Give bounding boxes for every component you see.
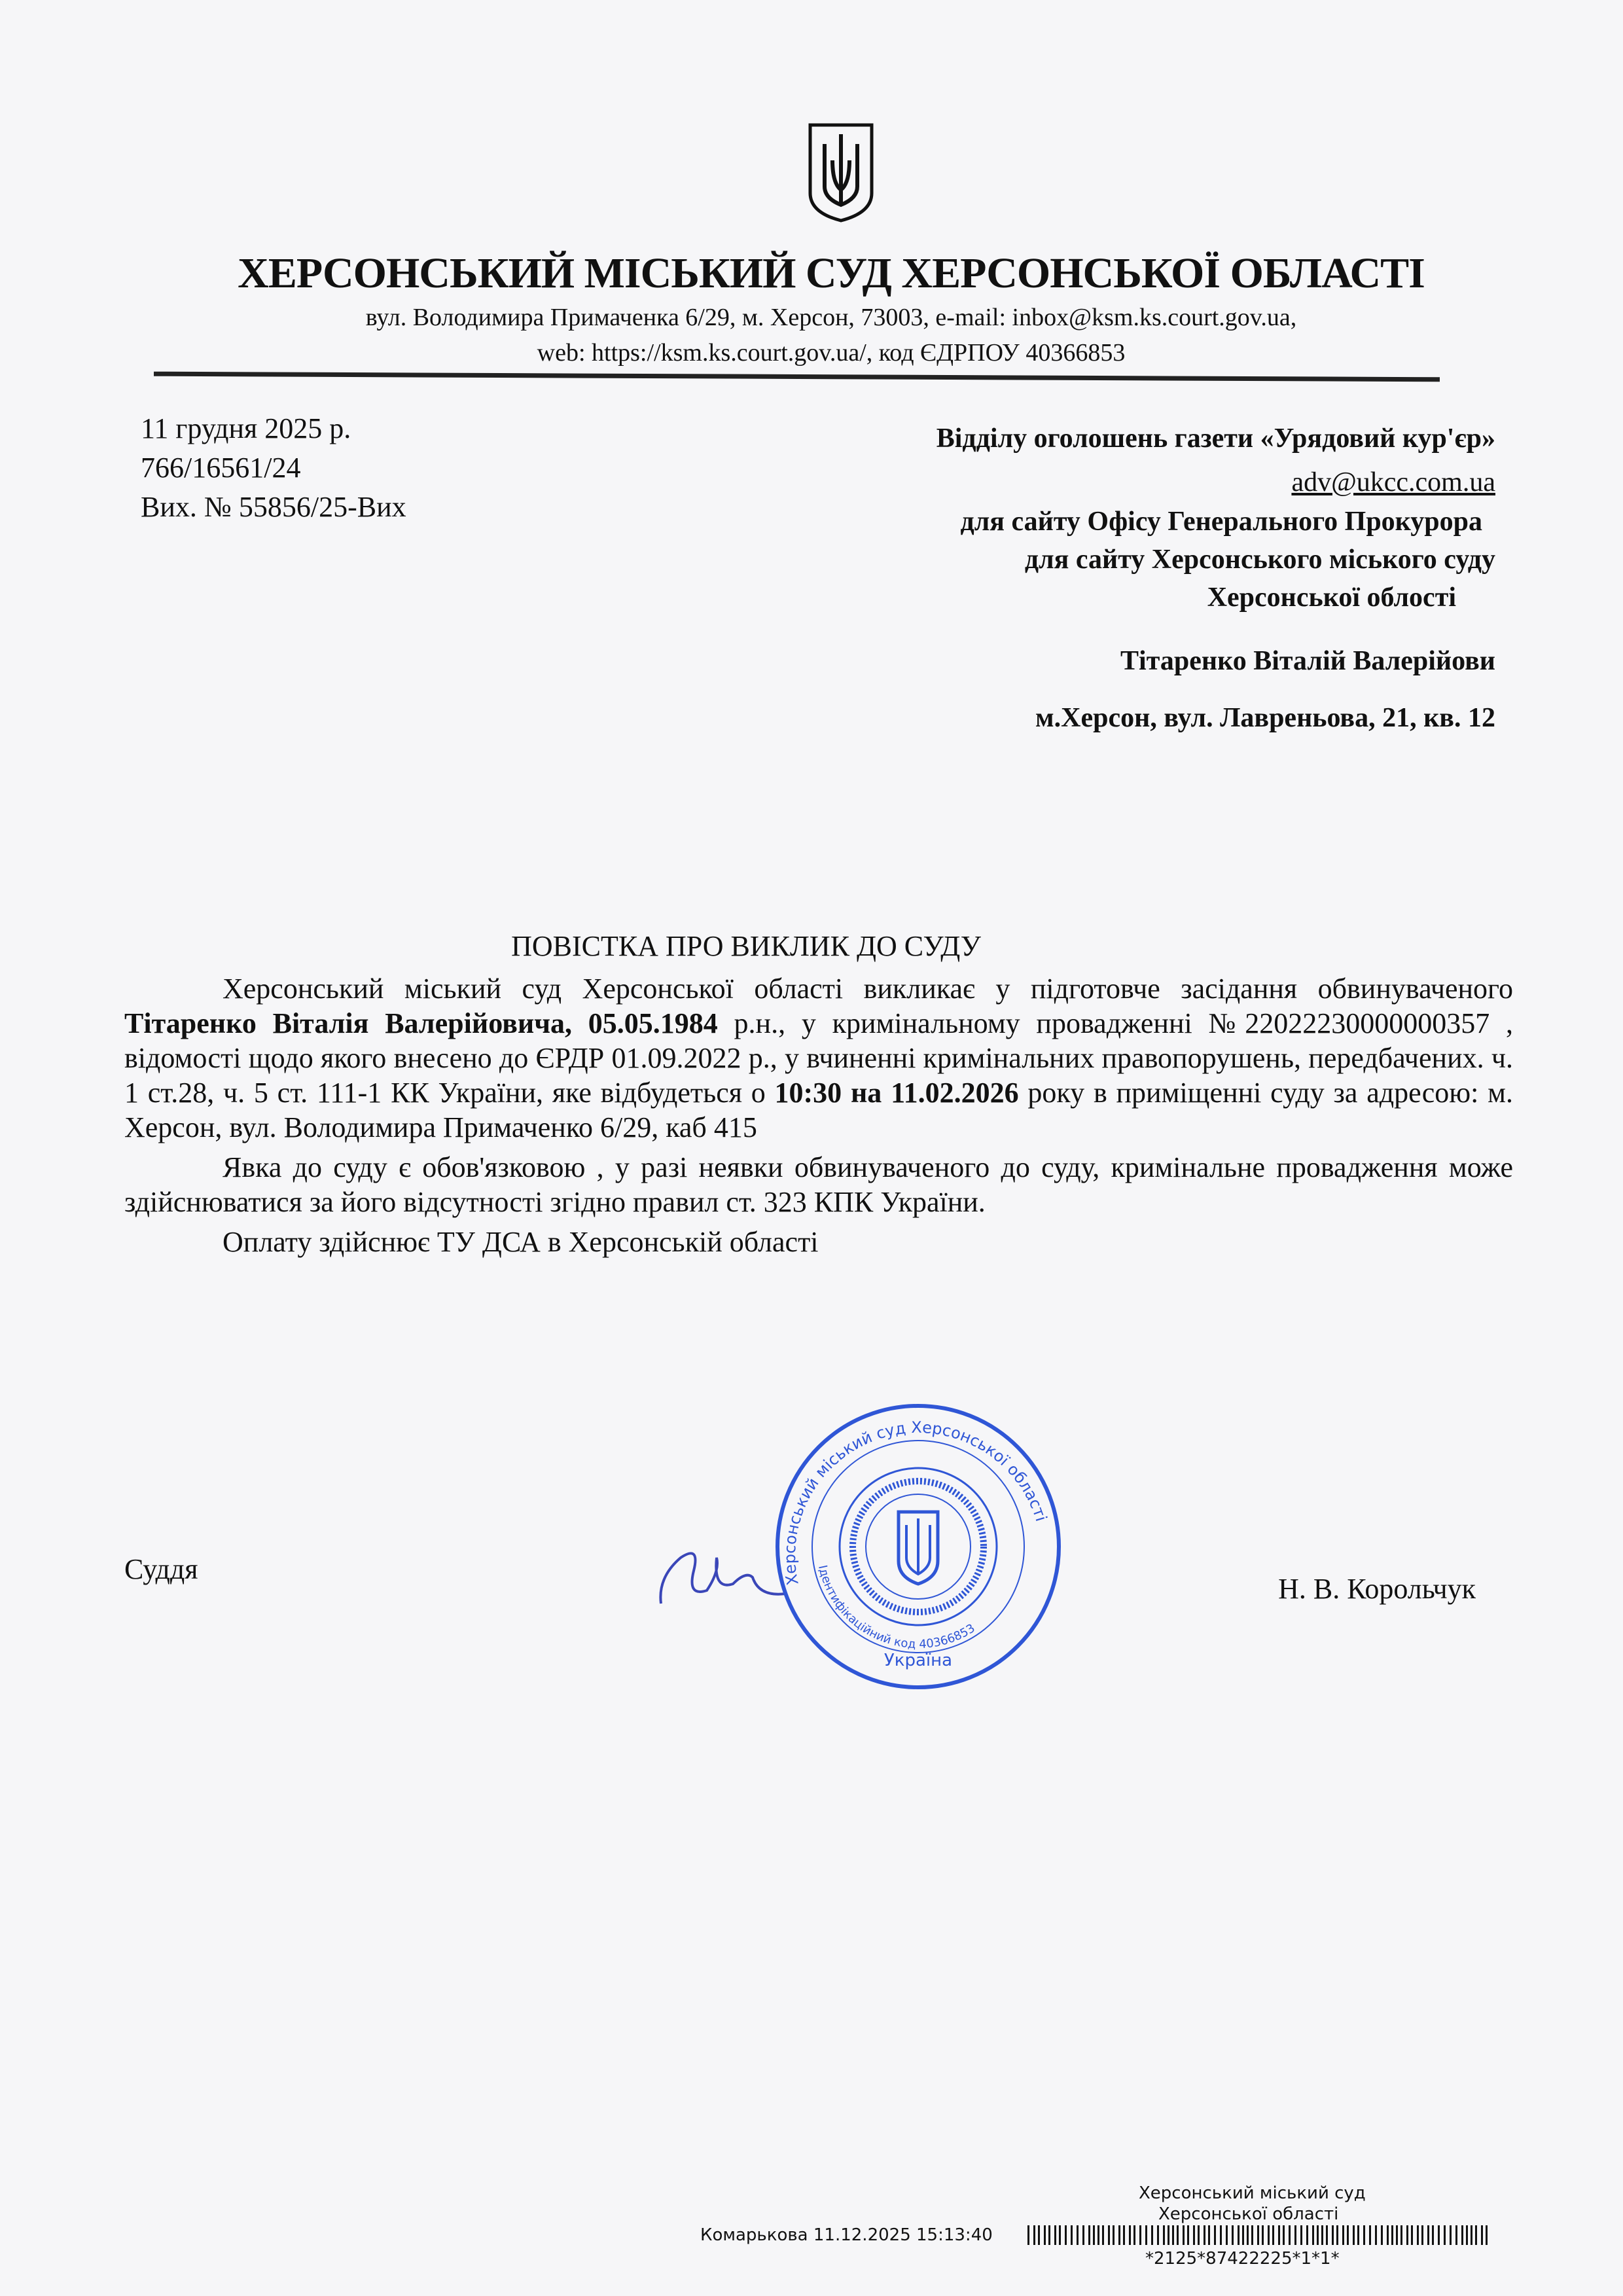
barcode-bar	[1391, 2225, 1393, 2245]
recipient-court-site: для сайту Херсонського міського суду	[1024, 545, 1495, 575]
barcode-bar	[1481, 2225, 1483, 2245]
barcode-bar	[1326, 2225, 1328, 2245]
barcode	[1027, 2225, 1495, 2245]
barcode-bar	[1193, 2225, 1195, 2245]
barcode-bar	[1455, 2225, 1457, 2245]
barcode-bar	[1257, 2225, 1259, 2245]
barcode-bar	[1198, 2225, 1200, 2245]
judge-role: Суддя	[124, 1553, 198, 1585]
barcode-bar	[1027, 2225, 1029, 2245]
barcode-bar	[1048, 2225, 1050, 2245]
barcode-bar	[1342, 2225, 1344, 2245]
case-number: 766/16561/24	[141, 452, 301, 484]
barcode-bar	[1214, 2225, 1216, 2245]
accused-dob: 05.05.1984	[588, 1007, 718, 1039]
summons-paragraph-3: Оплату здійснює ТУ ДСА в Херсонській області	[223, 1226, 819, 1258]
summons-paragraph-2: Явка до суду є обов'язковою , у разі неявки обвинуваченого до суду, кримінальне провадження може здійснюватися за його відсутності згідно правил ст. 323 КПК України.	[124, 1151, 1513, 1218]
barcode-bar	[1347, 2225, 1349, 2245]
barcode-bar	[1427, 2225, 1429, 2245]
stamp-bottom-text: Україна	[883, 1651, 953, 1670]
stamp-inner-text: Ідентифікаційний код 40366853	[815, 1564, 978, 1652]
court-address: вул. Володимира Примаченка 6/29, м. Херсон, 73003, e-mail: inbox@ksm.ks.court.gov.ua,	[365, 304, 1297, 331]
barcode-bar	[1406, 2225, 1408, 2245]
recipient-newspaper: Відділу оголошень газети «Урядовий кур'єр»	[936, 423, 1495, 454]
barcode-bar	[1262, 2225, 1264, 2245]
barcode-bar	[1139, 2225, 1141, 2245]
barcode-bar	[1283, 2225, 1285, 2245]
recipient-region: Херсонської облості	[1207, 583, 1456, 613]
barcode-bar	[1312, 2225, 1314, 2245]
court-seal-stamp	[772, 1401, 1064, 1693]
barcode-bar	[1357, 2225, 1359, 2245]
barcode-bar	[1289, 2225, 1291, 2245]
recipient-email-link[interactable]: adv@ukcc.com.ua	[1291, 467, 1495, 497]
barcode-bar	[1102, 2225, 1104, 2245]
letter-date: 11 грудня 2025 р.	[141, 412, 351, 444]
summons-paragraph-1	[124, 971, 1513, 1145]
p1-text-d: року в приміщенні суду за адресою: м. Херсон, вул. Володимира Примаченко 6/29, каб 415	[124, 1077, 1513, 1143]
barcode-bar	[1336, 2225, 1338, 2245]
barcode-bar	[1059, 2225, 1061, 2245]
barcode-bar	[1232, 2225, 1234, 2245]
barcode-bar	[1123, 2225, 1125, 2245]
barcode-bar	[1183, 2225, 1185, 2245]
summons-body	[124, 971, 1513, 1265]
barcode-bar	[1471, 2225, 1472, 2245]
accused-name: Тітаренко Віталія Валерійовича,	[124, 1007, 573, 1039]
barcode-bar	[1118, 2225, 1120, 2245]
barcode-bar	[1168, 2225, 1169, 2245]
trident-emblem-icon	[805, 121, 877, 223]
barcode-bar	[1242, 2225, 1244, 2245]
barcode-bar	[1417, 2225, 1419, 2245]
barcode-bar	[1208, 2225, 1210, 2245]
barcode-bar	[1151, 2225, 1153, 2245]
barcode-bar	[1247, 2225, 1249, 2245]
barcode-bar	[1300, 2225, 1302, 2245]
barcode-bar	[1381, 2225, 1383, 2245]
barcode-bar	[1387, 2225, 1389, 2245]
p1-spacer	[572, 1007, 588, 1039]
recipient-address: м.Херсон, вул. Лавреньова, 21, кв. 12	[1035, 703, 1495, 733]
outgoing-number: Вих. № 55856/25-Вих	[141, 491, 406, 523]
barcode-bar	[1272, 2225, 1274, 2245]
barcode-bar	[1157, 2225, 1159, 2245]
barcode-bar	[1375, 2225, 1377, 2245]
barcode-bar	[1317, 2225, 1319, 2245]
barcode-bar	[1411, 2225, 1413, 2245]
barcode-bar	[1088, 2225, 1090, 2245]
barcode-bar	[1251, 2225, 1253, 2245]
barcode-bar	[1438, 2225, 1440, 2245]
barcode-bar	[1220, 2225, 1222, 2245]
barcode-bar	[1082, 2225, 1084, 2245]
judge-name: Н. В. Корольчук	[1278, 1573, 1476, 1605]
barcode-bar	[1108, 2225, 1110, 2245]
registrar-timestamp: Комарькова 11.12.2025 15:13:40	[700, 2225, 993, 2245]
stamp-outer-text: Херсонський міський суд Херсонської області	[780, 1418, 1051, 1587]
barcode-bar	[1396, 2225, 1398, 2245]
barcode-bar	[1065, 2225, 1067, 2245]
p1-text-c: р.н., у кримінальному провадженні №22022230000000357 , відомості щодо якого внесено до ЄРДР 01.09.2022 р., у вчиненні кримінальних правопорушень, передбачених. ч. 1 ст.28, ч. 5 ст. 111-1 КК України, яке відбудеться о	[124, 1007, 1514, 1109]
barcode-bar	[1421, 2225, 1423, 2245]
barcode-bar	[1486, 2225, 1488, 2245]
barcode-bar	[1432, 2225, 1434, 2245]
barcode-bar	[1145, 2225, 1147, 2245]
barcode-bar	[1268, 2225, 1270, 2245]
barcode-bar	[1097, 2225, 1099, 2245]
barcode-bar	[1238, 2225, 1240, 2245]
barcode-bar	[1332, 2225, 1334, 2245]
barcode-bar	[1071, 2225, 1073, 2245]
barcode-bar	[1278, 2225, 1280, 2245]
barcode-bar	[1450, 2225, 1452, 2245]
barcode-text: *2125*87422225*1*1*	[1145, 2249, 1340, 2269]
barcode-bar	[1033, 2225, 1035, 2245]
barcode-bar	[1172, 2225, 1174, 2245]
barcode-bar	[1444, 2225, 1446, 2245]
court-name-title: ХЕРСОНСЬКИЙ МІСЬКИЙ СУД ХЕРСОНСЬКОЇ ОБЛАСТІ	[238, 249, 1425, 297]
recipient-prosecutor: для сайту Офісу Генерального Прокурора	[960, 507, 1482, 537]
barcode-bar	[1113, 2225, 1115, 2245]
barcode-bar	[1129, 2225, 1131, 2245]
barcode-bar	[1321, 2225, 1323, 2245]
barcode-bar	[1133, 2225, 1135, 2245]
footer-org-line1: Херсонський міський суд	[1139, 2183, 1366, 2203]
barcode-bar	[1077, 2225, 1079, 2245]
summons-title: ПОВІСТКА ПРО ВИКЛИК ДО СУДУ	[511, 930, 981, 962]
barcode-bar	[1363, 2225, 1365, 2245]
barcode-bar	[1093, 2225, 1095, 2245]
barcode-bar	[1353, 2225, 1355, 2245]
barcode-bar	[1187, 2225, 1189, 2245]
barcode-bar	[1306, 2225, 1308, 2245]
recipient-person: Тітаренко Віталій Валерійови	[1120, 646, 1495, 676]
barcode-bar	[1044, 2225, 1046, 2245]
barcode-bar	[1294, 2225, 1296, 2245]
court-web-code: web: https://ksm.ks.court.gov.ua/, код ЄДРПОУ 40366853	[537, 339, 1126, 367]
barcode-bar	[1177, 2225, 1179, 2245]
barcode-bar	[1475, 2225, 1477, 2245]
barcode-bar	[1466, 2225, 1468, 2245]
hearing-datetime: 10:30 на 11.02.2026	[774, 1077, 1019, 1109]
header-divider	[154, 372, 1440, 382]
barcode-bar	[1226, 2225, 1228, 2245]
p1-text-a: Херсонський міський суд Херсонської області викликає у підготовче засідання обвинуваченого	[223, 973, 1513, 1005]
barcode-bar	[1369, 2225, 1371, 2245]
barcode-bar	[1204, 2225, 1205, 2245]
barcode-bar	[1163, 2225, 1165, 2245]
barcode-bar	[1038, 2225, 1040, 2245]
barcode-bar	[1461, 2225, 1463, 2245]
letter-meta	[141, 409, 406, 527]
footer-org-line2: Херсонської області	[1158, 2204, 1339, 2224]
barcode-bar	[1400, 2225, 1402, 2245]
barcode-bar	[1054, 2225, 1056, 2245]
